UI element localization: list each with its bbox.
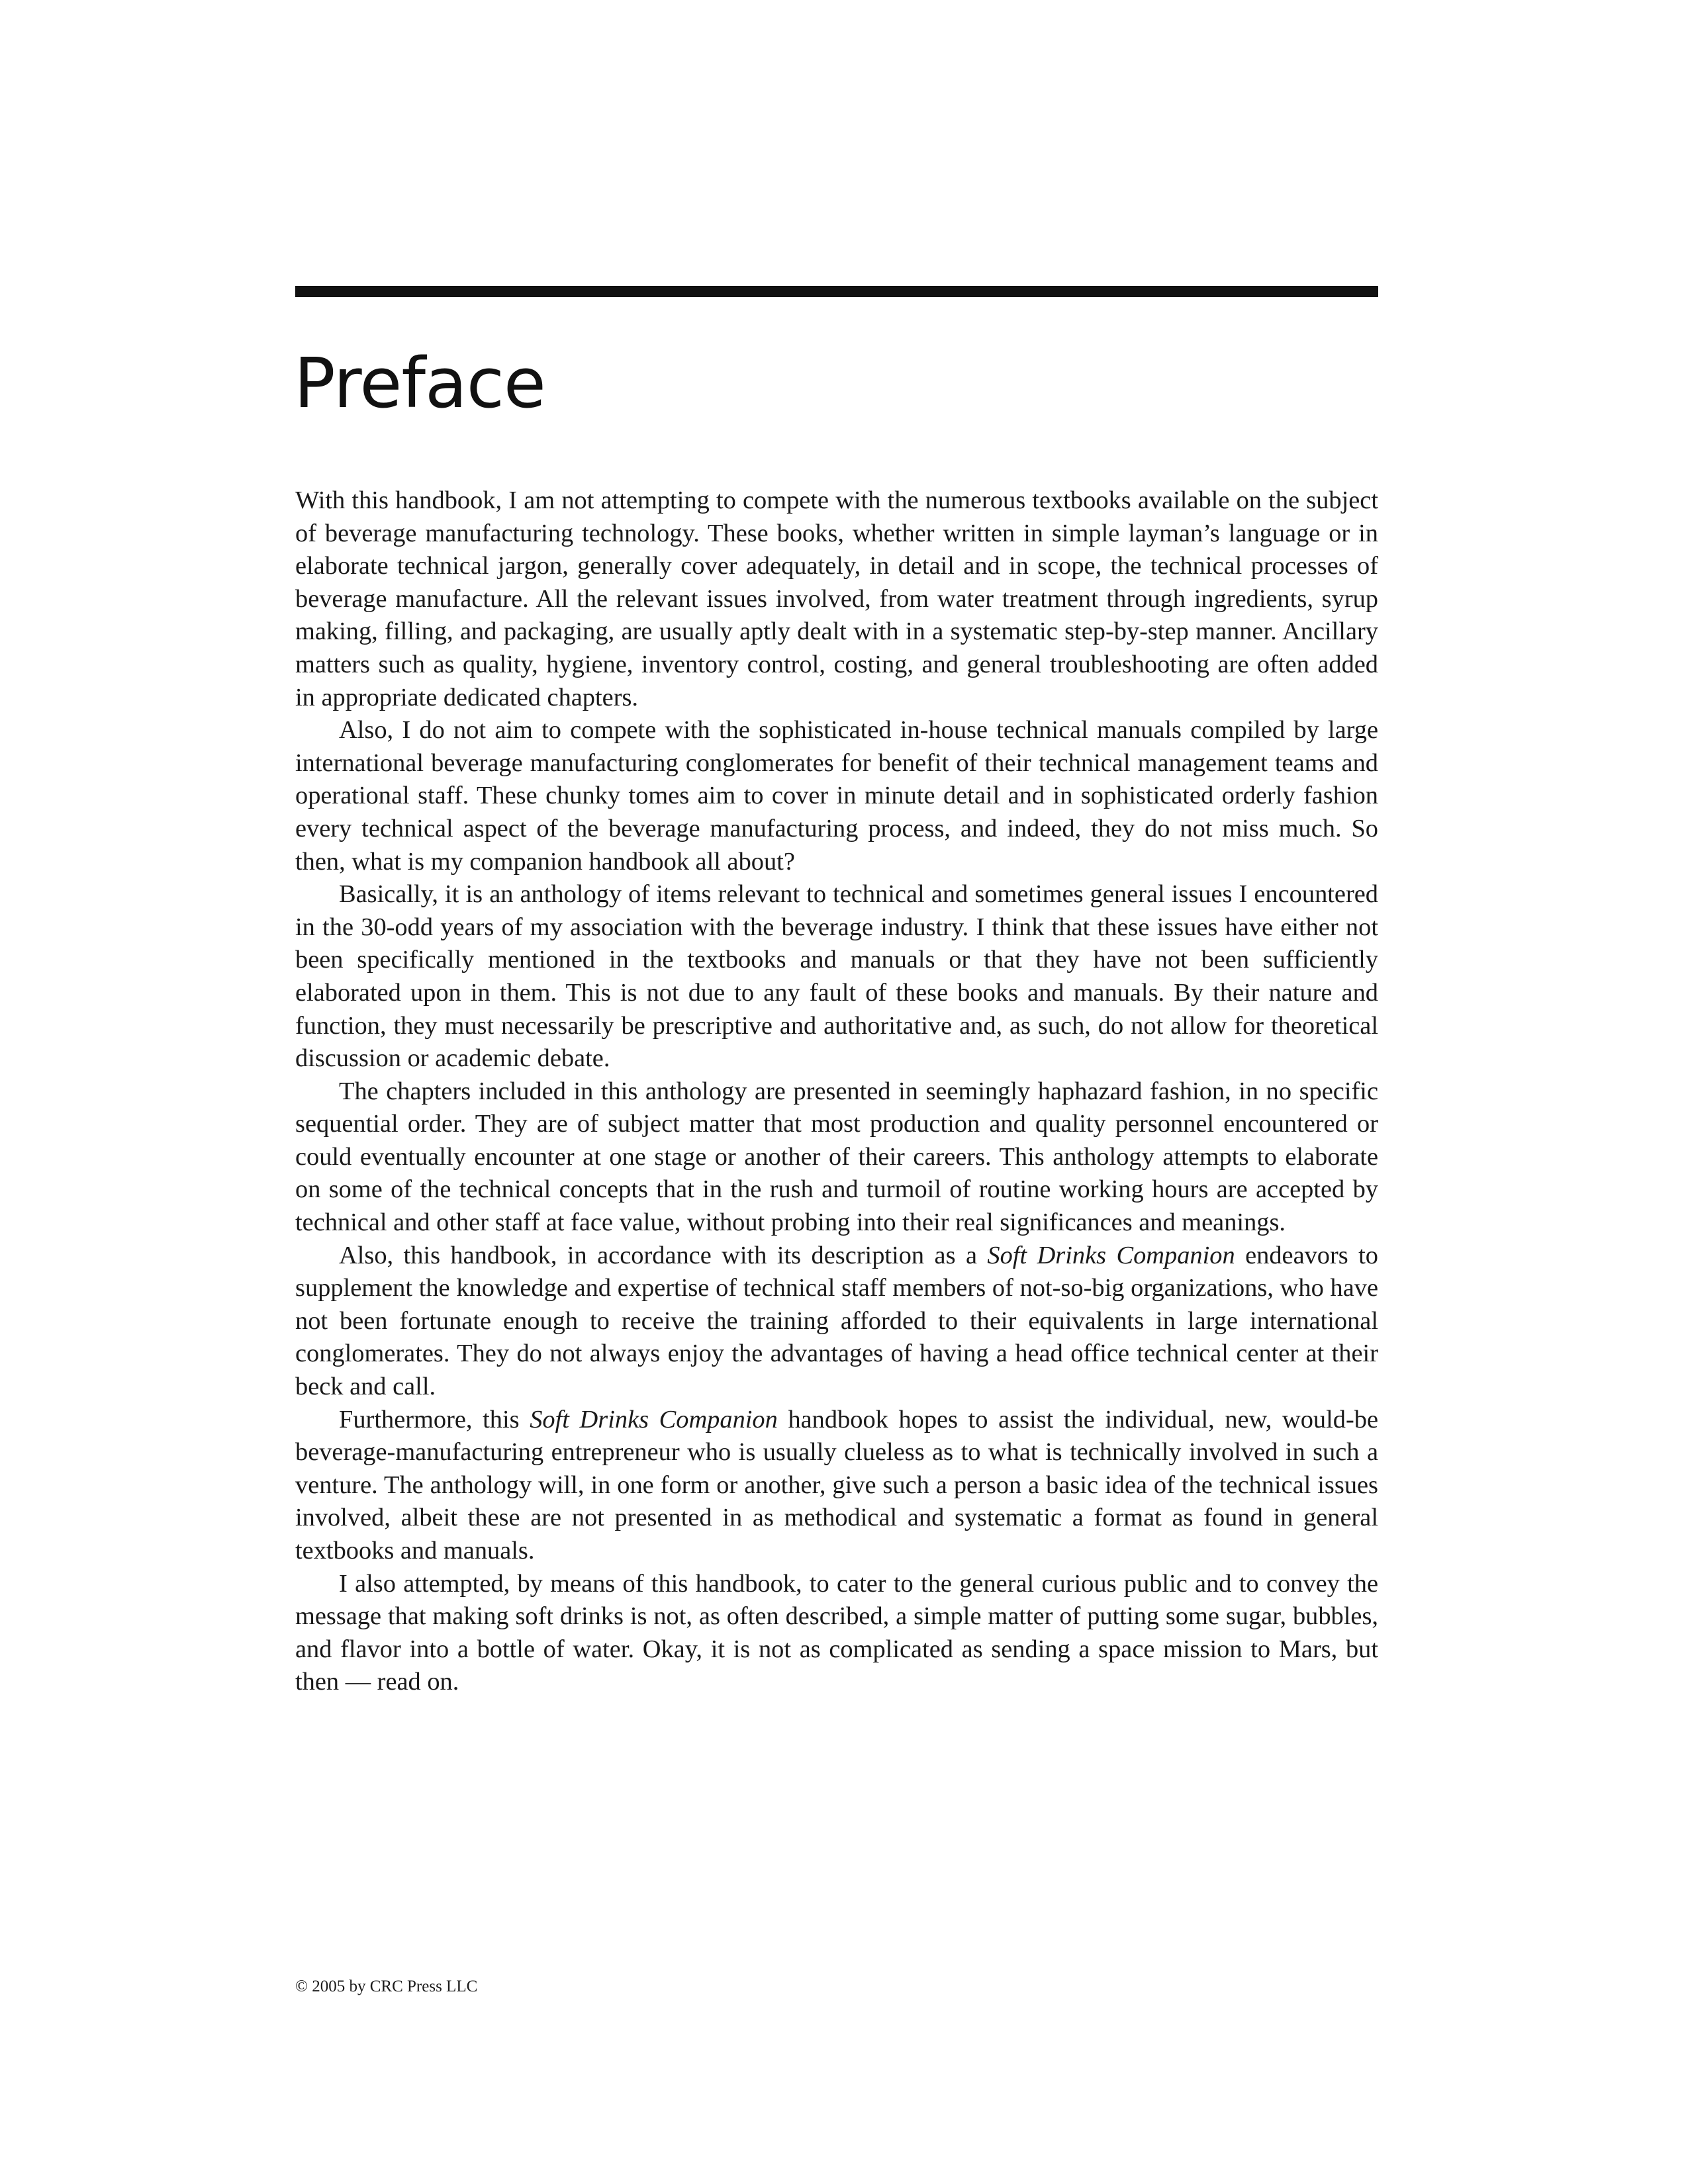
chapter-top-rule xyxy=(295,286,1378,297)
paragraph-5 xyxy=(295,1240,1378,1404)
paragraph-6-text-before: Furthermore, this xyxy=(339,1405,530,1433)
paragraph-3: Basically, it is an anthology of items relevant to technical and sometimes general issues I encountered in the 30-odd years of my association with the beverage industry. I think that these issues have either not been specifically mentioned in the textbooks and manuals or that they have not been sufficiently elaborated upon in them. This is not due to any fault of these books and manuals. By their nature and function, they must necessarily be prescriptive and authoritative and, as such, do not allow for theoretical discussion or academic debate. xyxy=(295,880,1378,1073)
paragraph-5-text-after: endeavors to supplement the knowledge and expertise of technical staff members of not-so-big organizations, who have not been fortunate enough to receive the training afforded to their equivalents in large international conglomerates. They do not always enjoy the advantages of having a head office technical center at their beck and call. xyxy=(295,1241,1379,1401)
copyright-notice: © 2005 by CRC Press LLC xyxy=(295,1978,478,1995)
chapter-title: Preface xyxy=(294,343,545,424)
paragraph-7: I also attempted, by means of this handbook, to cater to the general curious public and to convey the message that making soft drinks is not, as often described, a simple matter of putting some sugar, bubbles, and flavor into a bottle of water. Okay, it is not as complicated as sending a space mission to Mars, but then — read on. xyxy=(295,1569,1378,1696)
paragraph-5-book-title: Soft Drinks Companion xyxy=(987,1241,1235,1269)
paragraph-1: With this handbook, I am not attempting to compete with the numerous textbooks available on the subject of beverage manufacturing technology. These books, whether written in simple layman’s language or in elaborate technical jargon, generally cover adequately, in detail and in scope, the technical processes of beverage manufacture. All the relevant issues involved, from water treatment through ingredients, syrup making, filling, and packaging, are usually aptly dealt with in a systematic step-by-step manner. Ancillary matters such as quality, hygiene, inventory control, costing, and general troubleshooting are often added in appropriate dedicated chapters. xyxy=(295,486,1378,711)
preface-body xyxy=(295,484,1378,1699)
paragraph-4: The chapters included in this anthology are presented in seemingly haphazard fashion, in no specific sequential order. They are of subject matter that most production and quality personnel encountered or could eventually encounter at one stage or another of their careers. This anthology attempts to elaborate on some of the technical concepts that in the rush and turmoil of routine working hours are accepted by technical and other staff at face value, without probing into their real significances and meanings. xyxy=(295,1077,1378,1237)
paragraph-6 xyxy=(295,1404,1378,1568)
paragraph-2: Also, I do not aim to compete with the sophisticated in-house technical manuals compiled by large international beverage manufacturing conglomerates for benefit of their technical management teams and operational staff. These chunky tomes aim to cover in minute detail and in sophisticated orderly fashion every technical aspect of the beverage manufacturing process, and indeed, they do not miss much. So then, what is my companion handbook all about? xyxy=(295,716,1378,876)
paragraph-5-text-before: Also, this handbook, in accordance with its description as a xyxy=(339,1241,988,1269)
paragraph-6-book-title: Soft Drinks Companion xyxy=(530,1405,778,1433)
paragraph-6-text-after: handbook hopes to assist the individual, new, would-be beverage-manufacturing entrepreneur who is usually clueless as to what is technically involved in such a venture. The anthology will, in one form or another, give such a person a basic idea of the technical issues involved, albeit these are not presented in as methodical and systematic a format as found in general textbooks and manuals. xyxy=(295,1405,1378,1565)
